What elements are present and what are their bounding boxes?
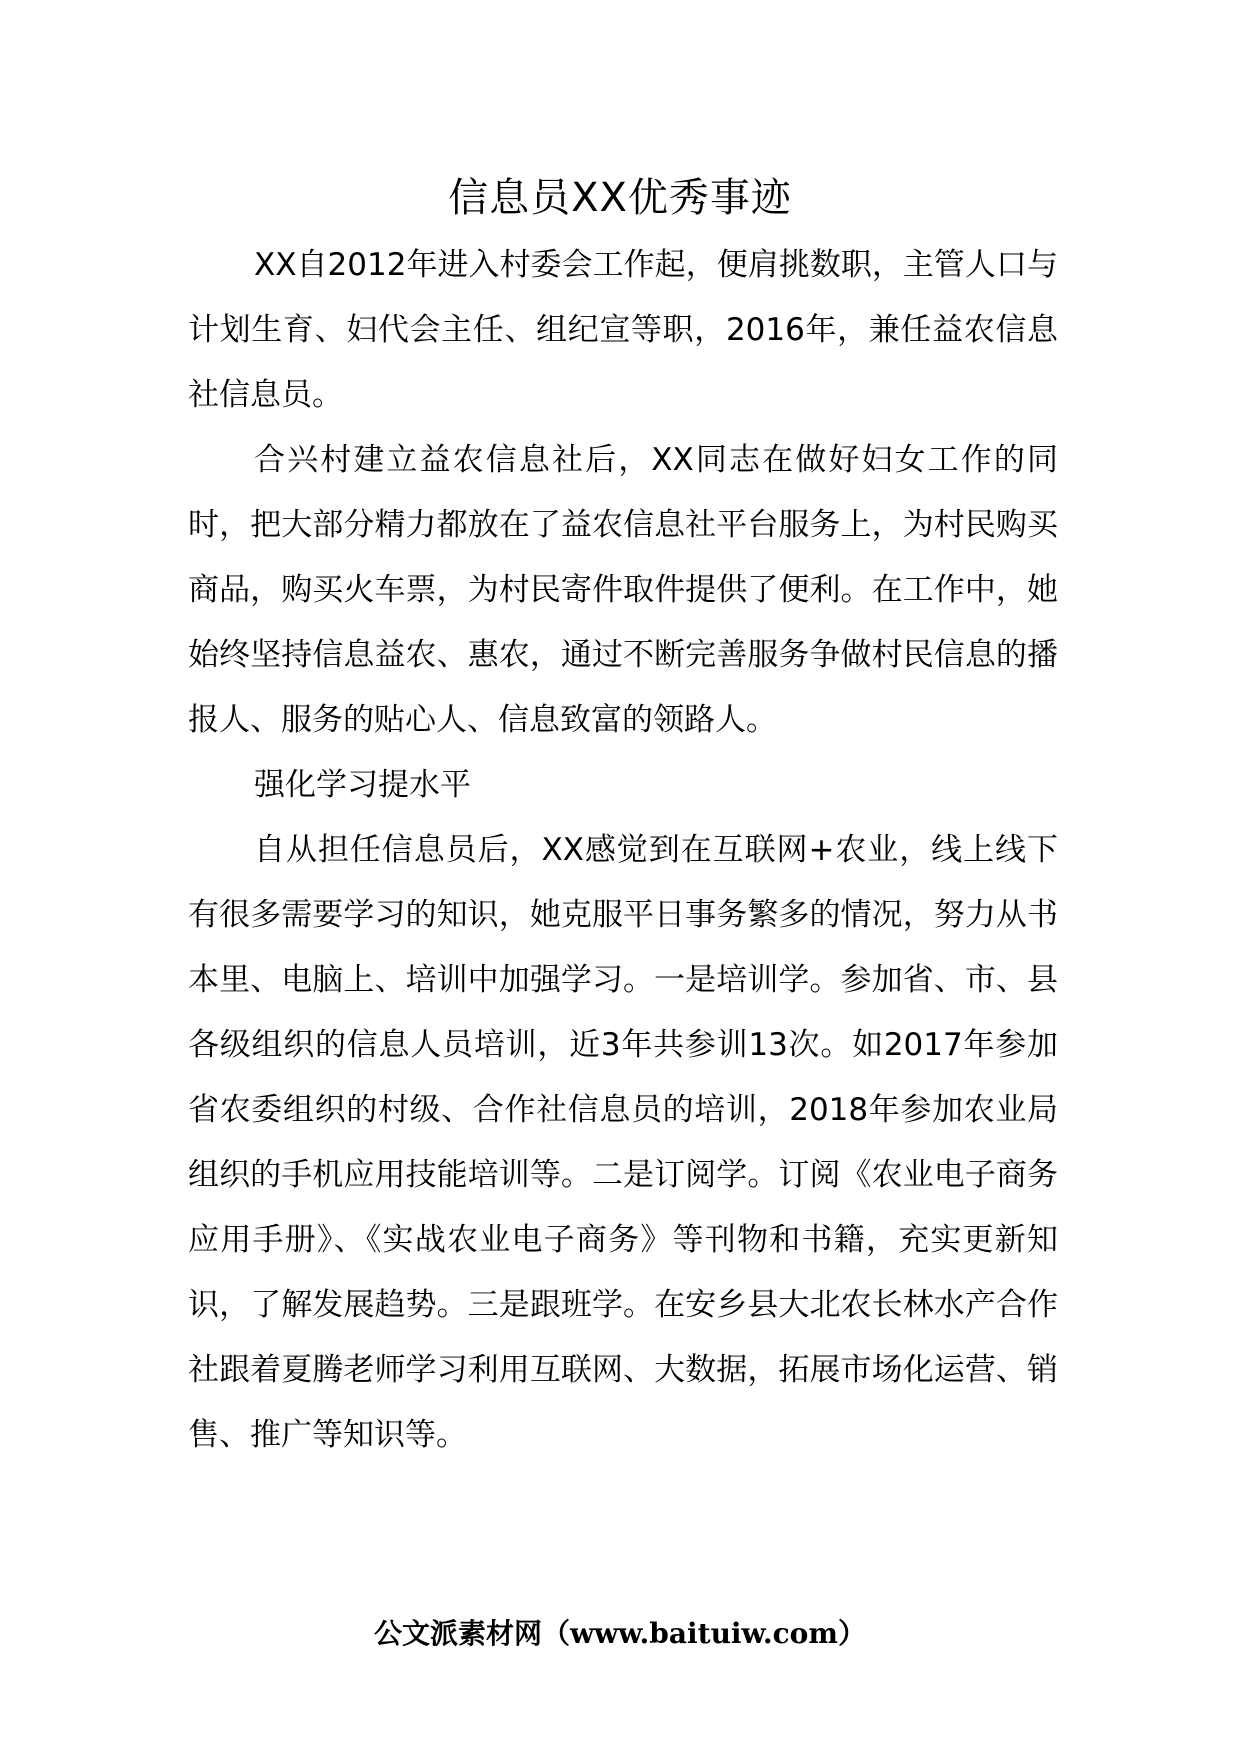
paragraph-study: 自从担任信息员后，XX感觉到在互联网+农业，线上线下有很多需要学习的知识，她克服平日事务繁多的情况，努力从书本里、电脑上、培训中加强学习。一是培训学。参加省、市、县各级组织的信息人员培训，近3年共参训13次。如2017年参加省农委组织的村级、合作社信息员的培训，2018年参加农业局组织的手机应用技能培训等。二是订阅学。订阅《农业电子商务应用手册》、《实战农业电子商务》等刊物和书籍，充实更新知识，了解发展趋势。三是跟班学。在安乡县大北农长林水产合作社跟着夏腾老师学习利用互联网、大数据，拓展市场化运营、销售、推广等知识等。 [188, 832, 1058, 1453]
document-body [188, 233, 1058, 1468]
paragraph-service: 合兴村建立益农信息社后，XX同志在做好妇女工作的同时，把大部分精力都放在了益农信息社平台服务上，为村民购买商品，购买火车票，为村民寄件取件提供了便利。在工作中，她始终坚持信息益农、惠农，通过不断完善服务争做村民信息的播报人、服务的贴心人、信息致富的领路人。 [188, 442, 1058, 738]
footer-source: 公文派素材网（www.baituiw.com） [374, 1617, 866, 1650]
paragraph-intro: XX自2012年进入村委会工作起，便肩挑数职，主管人口与计划生育、妇代会主任、组纪宣等职，2016年，兼任益农信息社信息员。 [188, 247, 1058, 413]
section-heading: 强化学习提水平 [254, 767, 471, 803]
document-title: 信息员XX优秀事迹 [448, 175, 792, 221]
